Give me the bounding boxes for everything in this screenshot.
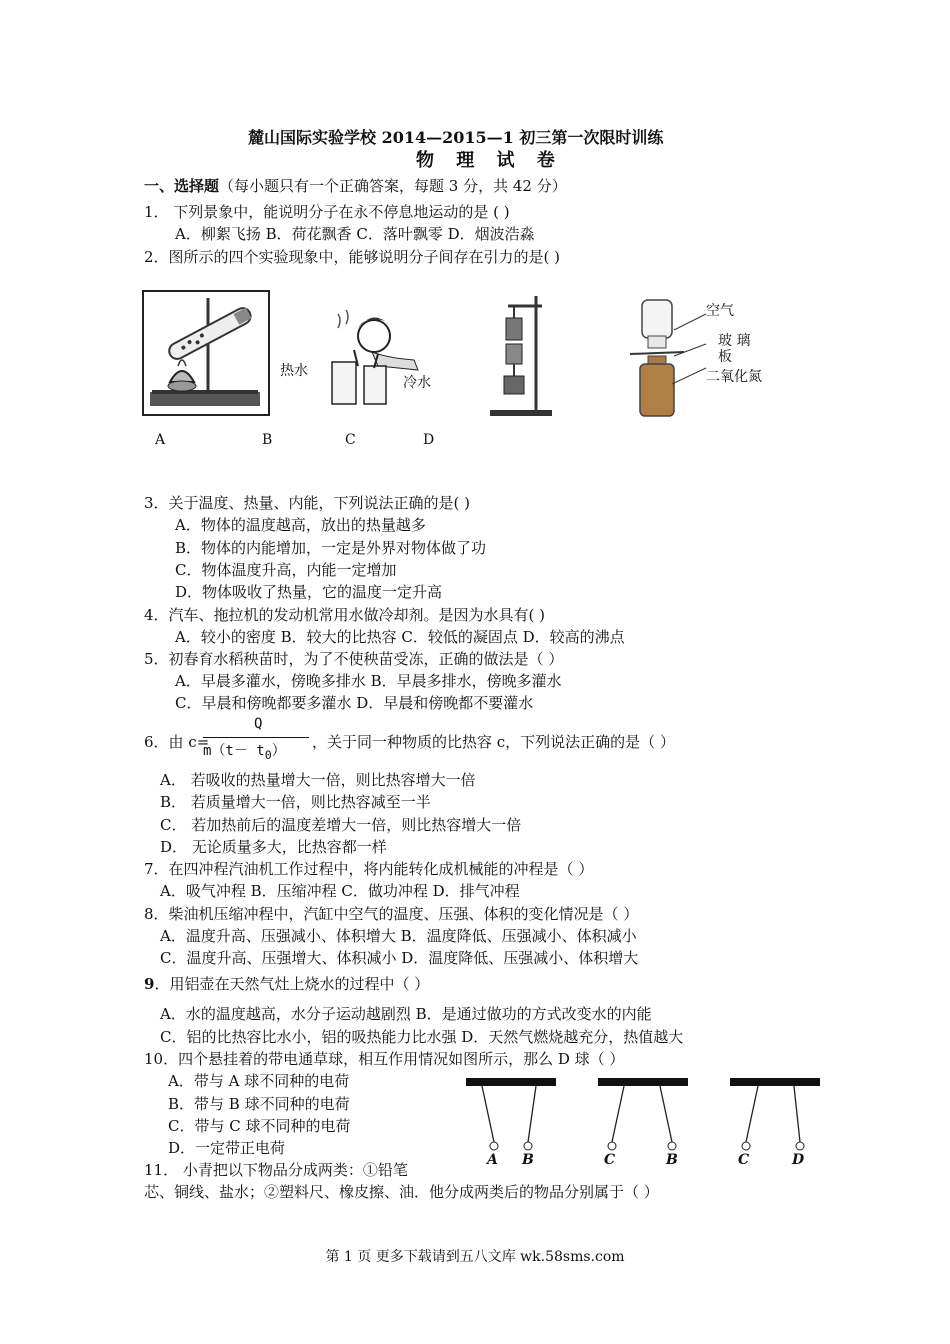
q10-option-b: B．带与 B 球不同种的电荷 — [168, 1095, 350, 1113]
section-heading — [144, 176, 567, 196]
section-heading-bold: 一、选择题 — [144, 177, 220, 195]
ball-label-5: C — [738, 1152, 750, 1168]
q6-denominator-text: m（t－ t — [203, 743, 265, 759]
q6-suffix: ，关于同一种物质的比热容 c，下列说法正确的是（ ） — [312, 733, 675, 751]
q2-stem: 2．图所示的四个实验现象中，能够说明分子间存在引力的是( ) — [144, 248, 561, 266]
q4-stem: 4．汽车、拖拉机的发动机常用水做冷却剂。是因为水具有( ) — [144, 606, 546, 624]
figure-b-hot-cold-water — [318, 306, 428, 410]
figure-label-a: A — [155, 432, 166, 448]
q5-stem: 5．初春育水稻秧苗时，为了不使秧苗受冻，正确的做法是（ ） — [144, 650, 564, 668]
q6-denominator-close: ） — [271, 743, 286, 759]
q3-option-a: A．物体的温度越高，放出的热量越多 — [175, 516, 426, 534]
figure-c-lead-cylinders — [484, 292, 556, 420]
q1-stem: 1． 下列景象中，能说明分子在永不停息地运动的是 ( ) — [144, 203, 510, 221]
q9-options-cd: C．铝的比热容比水小，铝的吸热能力比水强 D．天然气燃烧越充分，热值越大 — [160, 1028, 684, 1046]
figure-label-c: C — [345, 432, 356, 448]
ball-label-1: A — [487, 1152, 498, 1168]
label-no2: 二氧化氮 — [706, 369, 762, 385]
ball-label-6: D — [792, 1152, 805, 1168]
q8-options-ab: A．温度升高、压强减小、体积增大 B．温度降低、压强减小、体积减小 — [160, 927, 637, 945]
q6-option-c: C． 若加热前后的温度差增大一倍，则比热容增大一倍 — [160, 816, 522, 834]
q6-option-a: A． 若吸收的热量增大一倍，则比热容增大一倍 — [160, 771, 476, 789]
exam-title: 麓山国际实验学校 2014—2015—1 初三第一次限时训练 — [248, 128, 664, 147]
q6-numerator: Q — [254, 716, 263, 732]
q10-stem: 10．四个悬挂着的带电通草球，相互作用情况如图所示，那么 D 球（ ） — [144, 1050, 625, 1068]
page-footer: 第 1 页 更多下载请到五八文库 wk.58sms.com — [325, 1249, 625, 1265]
q3-stem: 3．关于温度、热量、内能，下列说法正确的是( ) — [144, 494, 471, 512]
q10-option-c: C．带与 C 球不同种的电荷 — [168, 1117, 351, 1135]
section-heading-note: （每小题只有一个正确答案，每题 3 分，共 42 分） — [219, 177, 567, 195]
q6-denominator — [203, 740, 286, 762]
q11-line-2: 芯、铜线、盐水；②塑料尺、橡皮擦、油．他分成两类后的物品分别属于（ ） — [144, 1183, 659, 1201]
q9-number: 9 — [144, 975, 155, 993]
label-cold-water: 冷水 — [403, 375, 431, 391]
figure-10-charged-balls — [466, 1074, 820, 1170]
label-glass-1: 玻 璃 — [718, 333, 751, 349]
q6-option-d: D． 无论质量多大，比热容都一样 — [160, 838, 387, 856]
q5-options-cd: C．早晨和傍晚都要多灌水 D．早晨和傍晚都不要灌水 — [175, 694, 534, 712]
q7-stem: 7．在四冲程汽油机工作过程中，将内能转化成机械能的冲程是（ ） — [144, 860, 594, 878]
q1-options: A．柳絮飞扬 B．荷花飘香 C．落叶飘零 D．烟波浩淼 — [175, 225, 535, 243]
q8-options-cd: C．温度升高、压强增大、体积减小 D．温度降低、压强减小、体积增大 — [160, 949, 639, 967]
figure-label-b: B — [262, 432, 273, 448]
label-air: 空气 — [706, 303, 734, 319]
ball-label-4: B — [666, 1152, 678, 1168]
q3-option-d: D．物体吸收了热量，它的温度一定升高 — [175, 583, 443, 601]
label-glass-2: 板 — [718, 349, 732, 365]
q10-option-a: A．带与 A 球不同种的电荷 — [168, 1072, 350, 1090]
figure-label-d: D — [423, 432, 435, 448]
q9-options-ab: A．水的温度越高，水分子运动越剧烈 B．是通过做功的方式改变水的内能 — [160, 1005, 652, 1023]
q4-options: A．较小的密度 B．较大的比热容 C．较低的凝固点 D．较高的沸点 — [175, 628, 625, 646]
q6-denominator-sub: 0 — [264, 747, 272, 762]
q5-options-ab: A．早晨多灌水，傍晚多排水 B．早晨多排水，傍晚多灌水 — [175, 672, 562, 690]
exam-subtitle: 物 理 试 卷 — [416, 150, 563, 171]
q11-line-1: 11． 小青把以下物品分成两类：①铅笔 — [144, 1161, 408, 1179]
q10-option-d: D．一定带正电荷 — [168, 1139, 286, 1157]
q3-option-c: C．物体温度升高，内能一定增加 — [175, 561, 397, 579]
q6-fraction-bar — [203, 737, 309, 738]
figure-a-test-tube-stand — [142, 290, 270, 416]
q7-options: A．吸气冲程 B．压缩冲程 C．做功冲程 D．排气冲程 — [160, 882, 520, 900]
ball-label-3: C — [604, 1152, 616, 1168]
q9-stem-text: ．用铝壶在天然气灶上烧水的过程中（ ） — [154, 975, 430, 993]
q9-stem — [144, 974, 429, 994]
q6-option-b: B． 若质量增大一倍，则比热容减至一半 — [160, 793, 431, 811]
q8-stem: 8．柴油机压缩冲程中，汽缸中空气的温度、压强、体积的变化情况是（ ） — [144, 905, 639, 923]
label-hot-water: 热水 — [280, 363, 308, 379]
ball-label-2: B — [522, 1152, 534, 1168]
q3-option-b: B．物体的内能增加，一定是外界对物体做了功 — [175, 539, 487, 557]
q6-prefix: 6．由 c= — [144, 733, 210, 751]
